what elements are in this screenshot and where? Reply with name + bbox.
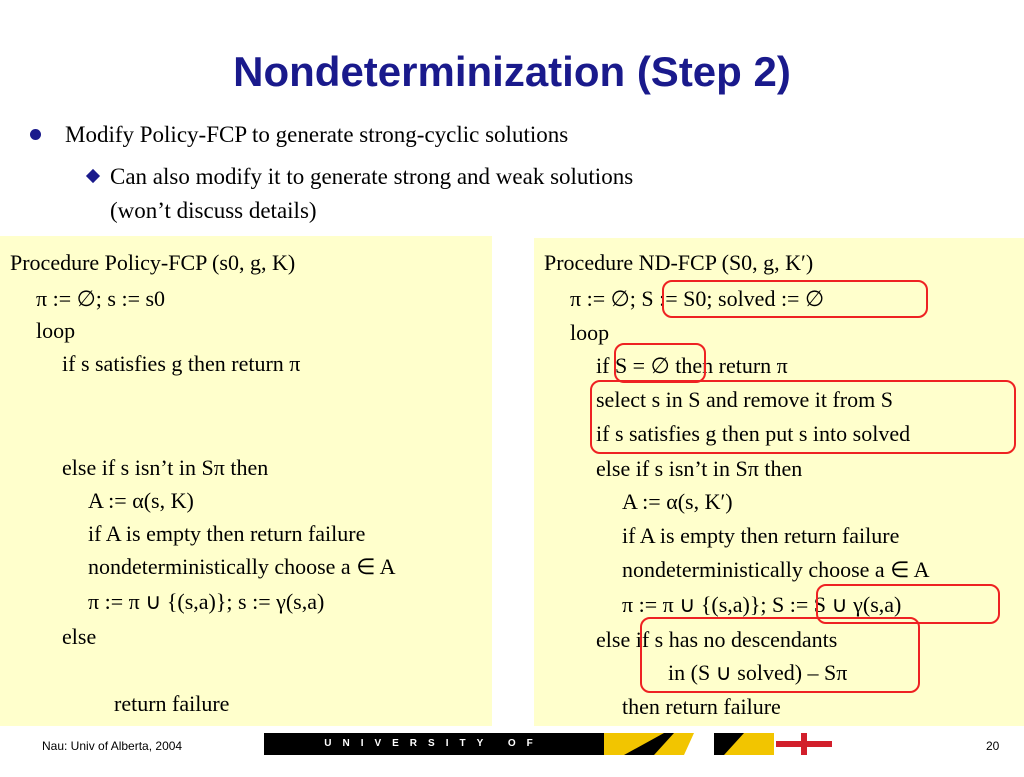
code-line: if S = ∅ then return π (596, 353, 788, 378)
code-line: π := ∅; S := S0; solved := ∅ (570, 286, 825, 311)
code-line: if A is empty then return failure (88, 521, 366, 546)
bullet-dot-icon (30, 129, 41, 140)
code-line: then return failure (622, 694, 781, 719)
code-line: π := ∅; s := s0 (36, 286, 166, 311)
page-number: 20 (986, 739, 1000, 753)
maryland-flag-logo (604, 733, 1004, 755)
code-line: if s satisfies g then put s into solved (596, 421, 911, 446)
code-line: nondeterministically choose a ∈ A (88, 554, 396, 579)
sub-bullet-text-1: Can also modify it to generate strong and weak solutions (110, 164, 634, 189)
code-line: loop (36, 318, 76, 343)
code-line: A := α(s, K) (88, 488, 194, 513)
code-line: Procedure ND-FCP (S0, g, K′) (544, 250, 814, 275)
bullet-text: Modify Policy-FCP to generate strong-cyclic solutions (65, 122, 569, 147)
code-line: loop (570, 320, 610, 345)
code-line: else if s isn’t in Sπ then (62, 455, 269, 480)
code-line: else if s isn’t in Sπ then (596, 456, 803, 481)
sub-bullet-item (110, 160, 633, 228)
highlight-descendants (640, 617, 920, 693)
code-line: π := π ∪ {(s,a)}; s := γ(s,a) (88, 589, 325, 614)
left-code-box (0, 236, 492, 726)
code-line: else if s has no descendants (596, 627, 838, 652)
diamond-bullet-icon (86, 169, 100, 183)
code-line: if s satisfies g then return π (62, 351, 301, 376)
code-line: A := α(s, K′) (622, 489, 733, 514)
highlight-init (662, 280, 928, 318)
bullet-item (40, 120, 568, 150)
code-line: else (62, 624, 97, 649)
sub-bullet-text-2: (won’t discuss details) (110, 198, 317, 223)
highlight-select-solved (590, 380, 1016, 454)
code-line: nondeterministically choose a ∈ A (622, 557, 930, 582)
code-line: return failure (114, 691, 230, 716)
slide-title: Nondeterminization (Step 2) (233, 48, 791, 95)
university-banner: UNIVERSITY OF MARYLAND (264, 733, 604, 755)
highlight-empty-test (614, 343, 706, 383)
code-line: Procedure Policy-FCP (s0, g, K) (10, 250, 296, 275)
code-line: select s in S and remove it from S (596, 387, 893, 412)
code-line: in (S ∪ solved) – Sπ (668, 660, 848, 685)
code-line: if A is empty then return failure (622, 523, 900, 548)
footer-author: Nau: Univ of Alberta, 2004 (42, 739, 183, 753)
code-line: π := π ∪ {(s,a)}; S := S ∪ γ(s,a) (622, 592, 902, 617)
